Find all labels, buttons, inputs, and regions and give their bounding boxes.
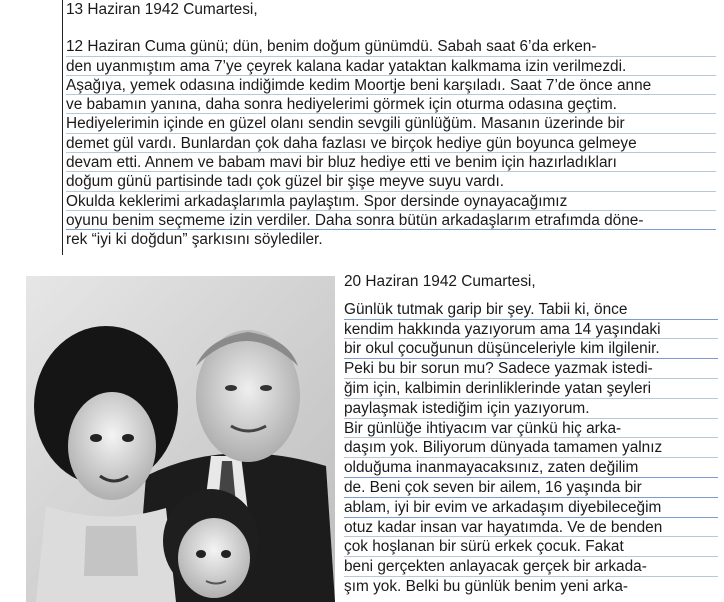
- text-line: demet gül vardı. Bunlardan çok daha fazlası ve birçok hediye gün boyunca gelmeye: [66, 134, 716, 153]
- text-line: ve babamın yanına, daha sonra hediyelerimi görmek için oturma odasına geçtim.: [66, 95, 716, 114]
- family-photo-image: [26, 276, 335, 602]
- text-line: doğum günü partisinde tadı çok güzel bir şişe meyve suyu vardı.: [66, 172, 716, 191]
- text-line: olduğuma inanmayacaksınız, zaten değilim: [344, 458, 718, 478]
- text-line: den uyanmıştım ama 7’ye çeyrek kalana kadar yataktan kalkmama izin verilmezdi.: [66, 57, 716, 76]
- text-line: Aşağıya, yemek odasına indiğimde kedim Moortje beni karşıladı. Saat 7’de önce anne: [66, 76, 716, 95]
- text-line: beni gerçekten anlayacak gerçek bir arkada-: [344, 557, 718, 577]
- text-line: ğim için, kalbimin derinliklerinde yatan şeyleri: [344, 379, 718, 399]
- family-photo: [26, 276, 335, 602]
- text-line: otuz kadar insan var hayatımda. Ve de benden: [344, 518, 718, 538]
- text-line: Bir günlüğe ihtiyacım var çünkü hiç arka-: [344, 419, 718, 439]
- text-line: paylaşmak istediğim için yazıyorum.: [344, 399, 718, 419]
- text-line: daşım yok. Biliyorum dünyada tamamen yalnız: [344, 438, 718, 458]
- text-line: devam etti. Annem ve babam mavi bir bluz hediye etti ve benim için hazırladıkları: [66, 153, 716, 172]
- text-line: Okulda keklerimi arkadaşlarımla paylaştım. Spor dersinde oynayacağımız: [66, 192, 716, 211]
- text-line: oyunu benim seçmeme izin verdiler. Daha sonra bütün arkadaşlarım etrafımda döne-: [66, 211, 716, 230]
- text-line: ablam, iyi bir evim ve arkadaşım diyebileceğim: [344, 498, 718, 518]
- text-line: şım yok. Belki bu günlük benim yeni arka-: [344, 577, 628, 595]
- text-line: kendim hakkında yazıyorum ama 14 yaşındaki: [344, 320, 718, 340]
- text-line: 12 Haziran Cuma günü; dün, benim doğum günümdü. Sabah saat 6’da erken-: [66, 37, 716, 56]
- text-line: Hediyelerimin içinde en güzel olanı sendin sevgili günlüğüm. Masanın üzerinde bir: [66, 114, 716, 133]
- text-line: Günlük tutmak garip bir şey. Tabii ki, önce: [344, 300, 718, 320]
- text-line: Peki bu bir sorun mu? Sadece yazmak istedi-: [344, 359, 718, 379]
- paragraph-gap: [66, 19, 716, 37]
- text-line: rek “iyi ki doğdun” şarkısını söylediler.: [66, 231, 323, 249]
- paragraph-gap: [344, 292, 718, 300]
- margin-rule: [62, 0, 63, 255]
- text-line: de. Beni çok seven bir ailem, 16 yaşında bir: [344, 478, 718, 498]
- diary-entry-20-june: [344, 272, 718, 597]
- entry-date: 13 Haziran 1942 Cumartesi,: [66, 1, 258, 18]
- diary-entry-13-june: [66, 0, 716, 250]
- entry-date: 20 Haziran 1942 Cumartesi,: [344, 273, 536, 290]
- text-line: bir okul çocuğunun düşünceleriyle kim ilgilenir.: [344, 339, 718, 359]
- text-line: çok hoşlanan bir sürü erkek çocuk. Fakat: [344, 537, 718, 557]
